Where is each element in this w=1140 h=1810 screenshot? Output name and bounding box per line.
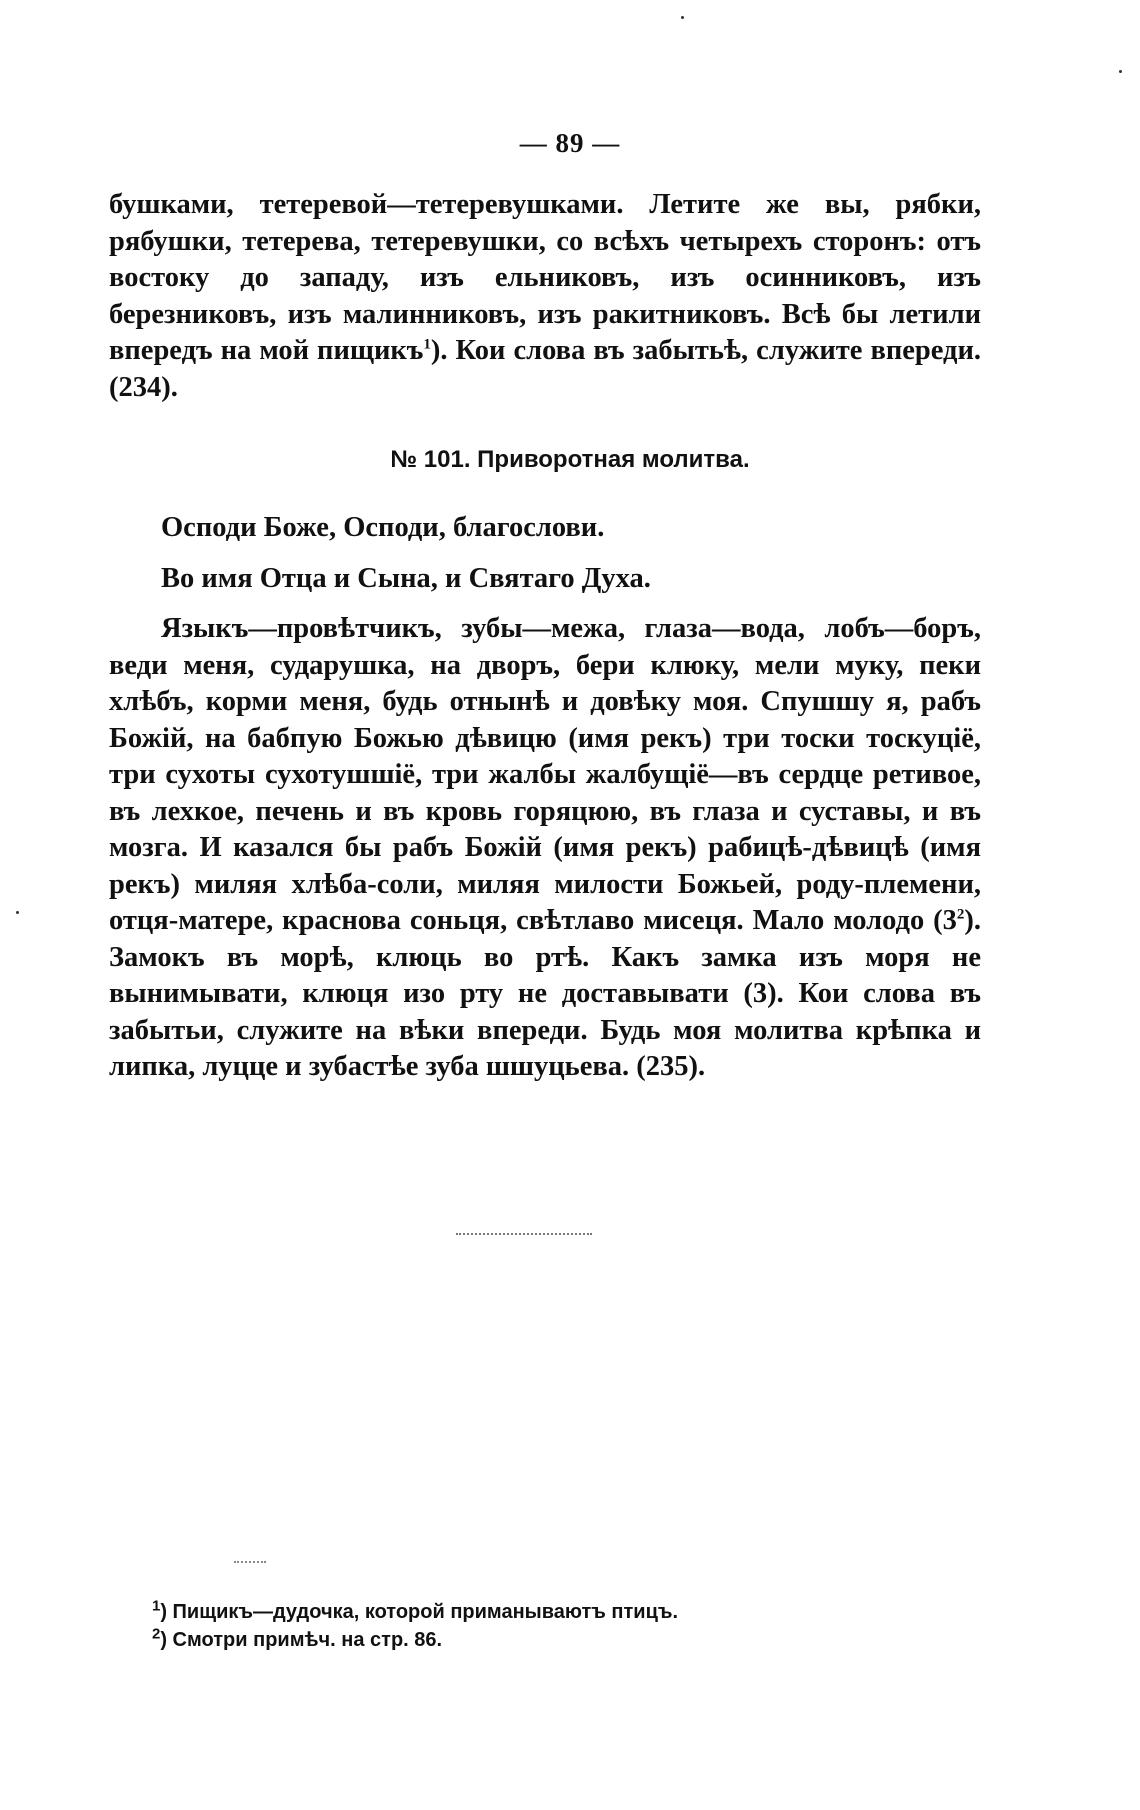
footnote-text-2: ) Смотри примѣч. на стр. 86. xyxy=(160,1629,443,1651)
prayer-body-part-1: Языкъ—провѣтчикъ, зубы—межа, глаза—вода, лобъ—боръ, веди меня, сударушка, на дворъ, бери клюку, мели муку, пеки хлѣбъ, корми меня, будь отнынѣ и довѣку моя. Спушшу я, рабъ Божій, на бабпую Божью дѣвицю (имя рекъ) три тоски тоскуціё, три сухоты сухотушшіё, три жалбы жалбущіё—въ сердце ретивое, въ лехкое, печень и въ кровь горяцюю, въ глаза и суставы, и въ мозга. И казался бы рабъ Божій (имя рекъ) рабицѣ-дѣвицѣ (имя рекъ) миляя хлѣба-соли, миляя милости Божьей, роду-племени, отця-матере, краснова соньця, свѣтлаво мисеця. Мало молодо (3 xyxy=(109,613,981,936)
prayer-text xyxy=(109,510,981,1086)
footnote-mark-2: 2 xyxy=(152,1625,161,1643)
footnote-reference-1: 1 xyxy=(423,336,431,353)
footnotes xyxy=(152,1598,972,1654)
footnote-divider xyxy=(234,1561,266,1563)
continuation-paragraph xyxy=(109,187,981,406)
continuation-text xyxy=(109,187,981,406)
section-end-divider xyxy=(456,1233,592,1235)
continuation-text-part-1: бушками, тетеревой—тетеревушками. Летите же вы, рябки, рябушки, тетерева, тетеревушки, со всѣхъ четырехъ сторонъ: отъ востоку до западу, изъ ельниковъ, изъ осинниковъ, изъ березниковъ, изъ малинниковъ, изъ ракитниковъ. Всѣ бы летили впередъ на мой пищикъ xyxy=(109,189,981,366)
prayer-heading: № 101. Приворотная молитва. xyxy=(390,446,750,473)
footnote-2 xyxy=(152,1626,972,1654)
scan-speck xyxy=(1119,70,1122,73)
footnote-mark-1: 1 xyxy=(152,1597,161,1615)
prayer-body-part-2: ). Замокъ въ морѣ, клюць во ртѣ. Какъ замка изъ моря не вынимывати, клюця изо рту не доставывати (3). Кои слова въ забытьи, служите на вѣки впереди. Будь моя молитва крѣпка и липка, луцце и зубастѣе зуба шшуцьева. (235). xyxy=(109,905,981,1082)
footnote-text-1: ) Пищикъ—дудочка, которой приманываютъ птицъ. xyxy=(160,1601,678,1623)
page-number: — 89 — xyxy=(519,128,621,158)
scan-speck xyxy=(16,911,19,914)
scan-speck xyxy=(681,16,684,19)
prayer-trinity-line: Во имя Отца и Сына, и Святаго Духа. xyxy=(161,562,651,594)
prayer-body-paragraph xyxy=(109,611,981,1086)
continuation-text-part-2: ). Кои слова въ забытьѣ, служите впереди. (234). xyxy=(109,335,981,403)
prayer-invocation-line: Осподи Боже, Осподи, благослови. xyxy=(161,512,605,543)
footnote-1 xyxy=(152,1598,972,1626)
footnote-reference-2: 2 xyxy=(956,906,965,923)
